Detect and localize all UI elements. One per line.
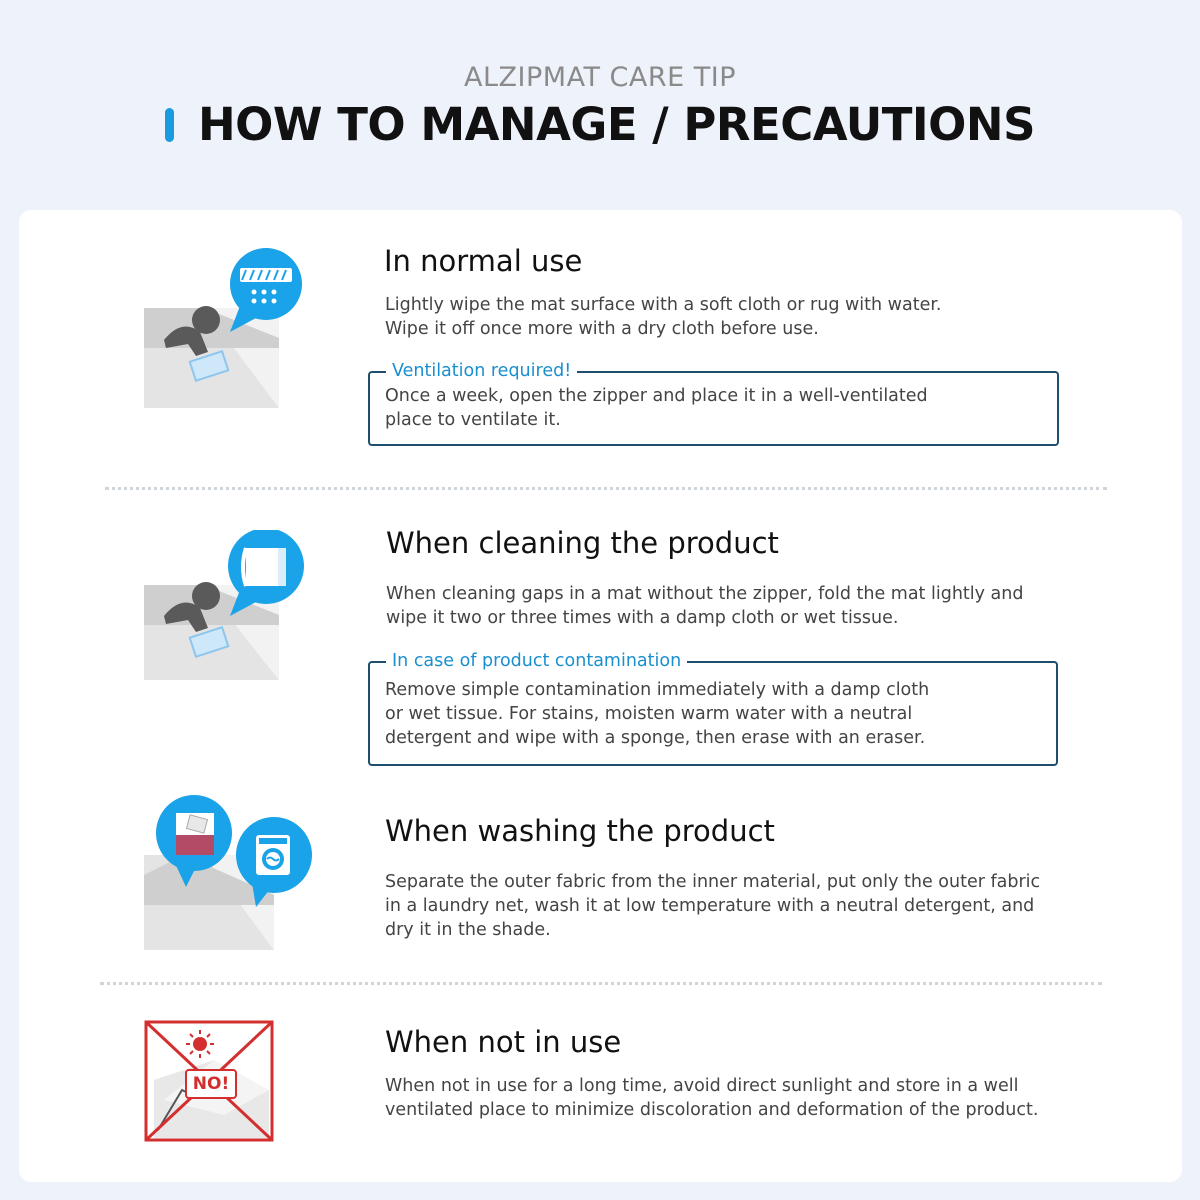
section-body: Separate the outer fabric from the inner material, put only the outer fabric in a laundry net, wash it at low temperature with a neutral detergent, and dry it in the shade. [385, 872, 1041, 940]
title-accent-bar [165, 108, 174, 142]
note-label: Ventilation required! [386, 360, 577, 382]
page-subtitle: ALZIPMAT CARE TIP [464, 62, 736, 93]
page-title-row [0, 98, 1200, 151]
section-body: When cleaning gaps in a mat without the zipper, fold the mat lightly and wipe it two or three times with a damp cloth or wet tissue. [386, 584, 1024, 628]
page-title: HOW TO MANAGE / PRECAUTIONS [197, 98, 1036, 151]
section-divider [105, 487, 1107, 490]
wiping-with-soft-cloth-icon [144, 248, 314, 408]
note-text: Once a week, open the zipper and place it in a well-ventilated place to ventilate it. [385, 386, 928, 430]
no-sunlight-badge: NO! [185, 1069, 237, 1099]
section-body: Lightly wipe the mat surface with a soft cloth or rug with water. Wipe it off once more with a dry cloth before use. [385, 295, 942, 339]
section-heading: In normal use [384, 244, 583, 278]
section-body: When not in use for a long time, avoid direct sunlight and store in a well ventilated place to minimize discoloration and deformation of the product. [385, 1076, 1039, 1120]
washing-machine-icon [144, 795, 319, 955]
section-heading: When cleaning the product [386, 526, 779, 560]
note-text: Remove simple contamination immediately with a damp cloth or wet tissue. For stains, moisten warm water with a neutral detergent and wipe with a sponge, then erase with an eraser. [385, 680, 930, 748]
ventilation-note-box [368, 361, 1059, 446]
wiping-with-tissue-icon [144, 530, 314, 680]
care-tips-card [19, 210, 1182, 1182]
section-heading: When not in use [385, 1025, 622, 1059]
contamination-note-box [368, 651, 1058, 766]
note-label: In case of product contamination [386, 650, 687, 672]
section-divider [100, 982, 1102, 985]
section-heading: When washing the product [385, 814, 775, 848]
